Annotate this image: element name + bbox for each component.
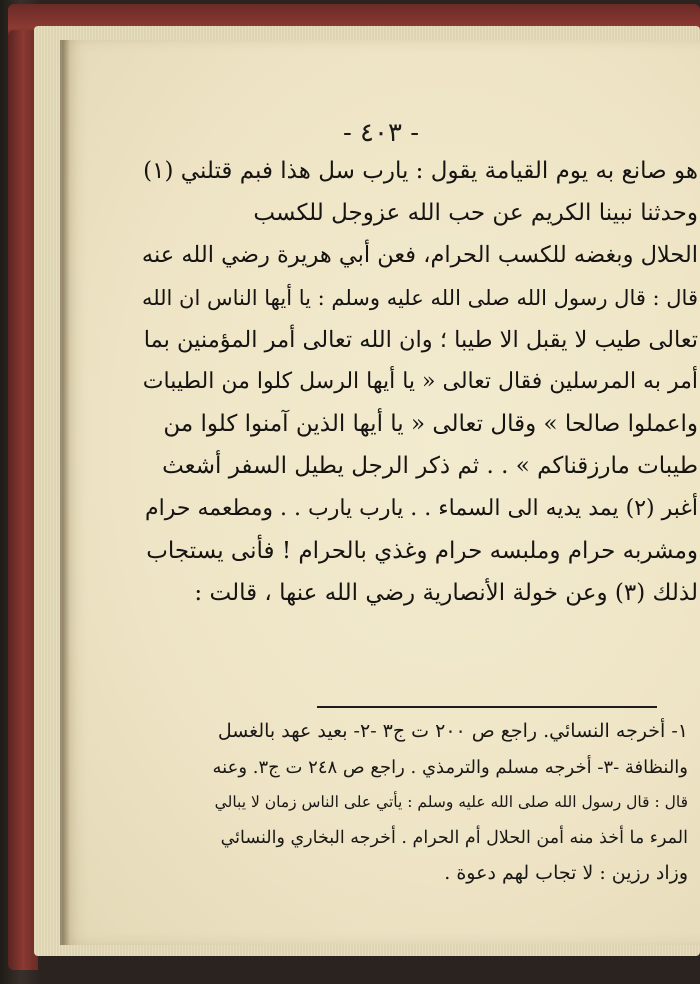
body-line: لذلك (٣) وعن خولة الأنصارية رضي الله عنها ، قالت :	[194, 580, 698, 607]
body-line: ومشربه حرام وملبسه حرام وغذي بالحرام ! فأنى يستجاب	[146, 537, 698, 564]
body-line: وحدثنا نبينا الكريم عن حب الله عزوجل للكسب	[253, 200, 698, 227]
body-line: الحلال وبغضه للكسب الحرام، فعن أبي هريرة رضي الله عنه	[141, 242, 698, 269]
footnote-line: قال : قال رسول الله صلى الله عليه وسلم : يأتي على الناس زمان لا يبالي	[214, 793, 688, 811]
body-line: هو صانع به يوم القيامة يقول : يارب سل هذا فبم قتلني (١)	[143, 158, 698, 184]
body-line: واعملوا صالحا » وقال تعالى « يا أيها الذين آمنوا كلوا من	[163, 411, 698, 438]
body-line: طيبات مارزقناكم » . . ثم ذكر الرجل يطيل السفر أشعث	[162, 453, 698, 480]
body-line: أمر به المرسلين فقال تعالى « يا أيها الرسل كلوا من الطيبات	[142, 369, 698, 395]
footnote-line: والنظافة -٣- أخرجه مسلم والترمذي . راجع ص ٢٤٨ ت ج٣. وعنه	[212, 756, 688, 778]
footnote-line: ١- أخرجه النسائي. راجع ص ٢٠٠ ت ج٣ -٢- بعيد عهد بالغسل	[217, 720, 688, 742]
body-line: قال : قال رسول الله صلى الله عليه وسلم : يا أيها الناس ان الله	[141, 285, 698, 310]
book-page	[62, 40, 700, 945]
page-number: - ٤٠٣ -	[342, 118, 420, 148]
footnotes	[212, 714, 688, 892]
footnote-divider	[317, 706, 657, 708]
footnote-line: المرء ما أخذ منه أمن الحلال أم الحرام . أخرجه البخاري والنسائي	[220, 827, 688, 848]
body-line: تعالى طيب لا يقبل الا طيبا ؛ وان الله تعالى أمر المؤمنين بما	[143, 326, 698, 353]
footnote-line: وزاد رزين : لا تجاب لهم دعوة .	[444, 862, 688, 884]
body-text	[138, 150, 698, 614]
gutter-shadow	[60, 40, 70, 945]
body-line: أغبر (٢) يمد يديه الى السماء . . يارب يارب . . ومطعمه حرام	[144, 495, 698, 521]
